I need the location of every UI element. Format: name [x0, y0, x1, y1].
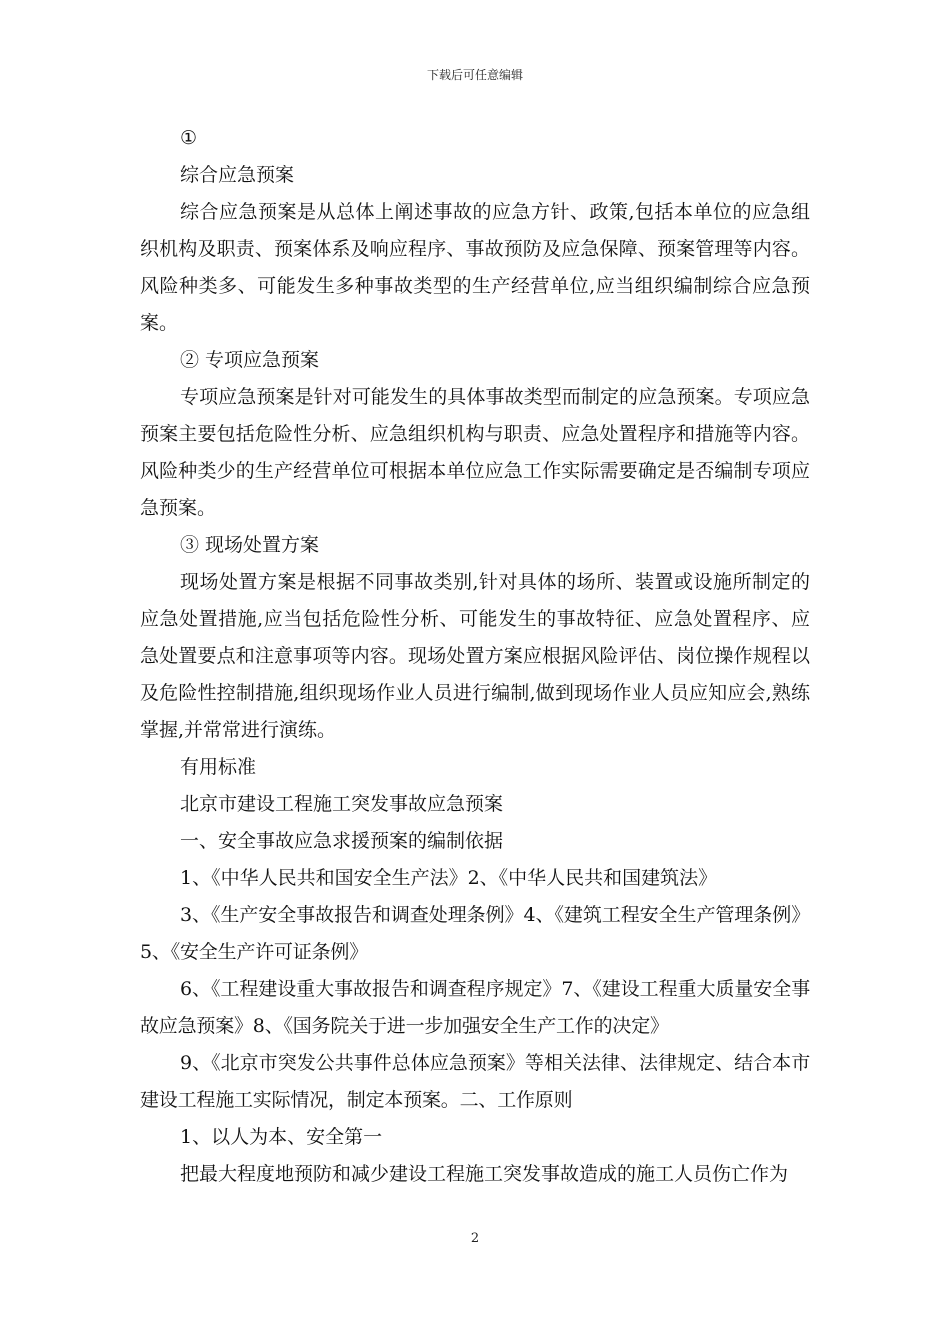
page-header: 下载后可任意编辑: [426, 68, 523, 82]
paragraph-laws-1: 1、《中华人民共和国安全生产法》2、《中华人民共和国建筑法》: [180, 867, 718, 889]
paragraph-laws-2: 3、《生产安全事故报告和调查处理条例》4、《建筑工程安全生产管理条例》5、《安全生产许可证条例》: [140, 904, 810, 963]
heading-comprehensive-plan: 综合应急预案: [180, 164, 295, 186]
heading-special-plan: ② 专项应急预案: [180, 349, 320, 371]
heading-useful-standards: 有用标准: [180, 756, 257, 778]
paragraph-special-plan: 专项应急预案是针对可能发生的具体事故类型而制定的应急预案。专项应急预案主要包括危险性分析、应急组织机构与职责、应急处置程序和措施等内容。风险种类少的生产经营单位可根据本单位应急工作实际需要确定是否编制专项应急预案。: [140, 386, 810, 519]
paragraph-people-first: 把最大程度地预防和减少建设工程施工突发事故造成的施工人员伤亡作为: [180, 1163, 789, 1185]
paragraph-onsite-plan: 现场处置方案是根据不同事故类别,针对具体的场所、装置或设施所制定的应急处置措施,应当包括危险性分析、可能发生的事故特征、应急处置程序、应急处置要点和注意事项等内容。现场处置方案应根据风险评估、岗位操作规程以及危险性控制措施,组织现场作业人员进行编制,做到现场作业人员应知应会,熟练掌握,并常常进行演练。: [140, 571, 810, 741]
heading-basis: 一、安全事故应急求援预案的编制依据: [180, 830, 504, 852]
document-body: [140, 120, 810, 1193]
heading-beijing-plan: 北京市建设工程施工突发事故应急预案: [180, 793, 504, 815]
paragraph-laws-4: 9、《北京市突发公共事件总体应急预案》等相关法律、法律规定、结合本市建设工程施工实际情况，制定本预案。二、工作原则: [140, 1052, 810, 1111]
paragraph-comprehensive-plan: 综合应急预案是从总体上阐述事故的应急方针、政策,包括本单位的应急组织机构及职责、预案体系及响应程序、事故预防及应急保障、预案管理等内容。风险种类多、可能发生多种事故类型的生产经营单位,应当组织编制综合应急预案。: [140, 201, 810, 334]
page-number: 2: [470, 1231, 480, 1246]
heading-onsite-plan: ③ 现场处置方案: [180, 534, 320, 556]
heading-people-first: 1、以人为本、安全第一: [180, 1126, 383, 1148]
paragraph-marker-1: ①: [180, 127, 198, 149]
paragraph-laws-3: 6、《工程建设重大事故报告和调查程序规定》7、《建设工程重大质量安全事故应急预案》8、《国务院关于进一步加强安全生产工作的决定》: [140, 978, 810, 1037]
